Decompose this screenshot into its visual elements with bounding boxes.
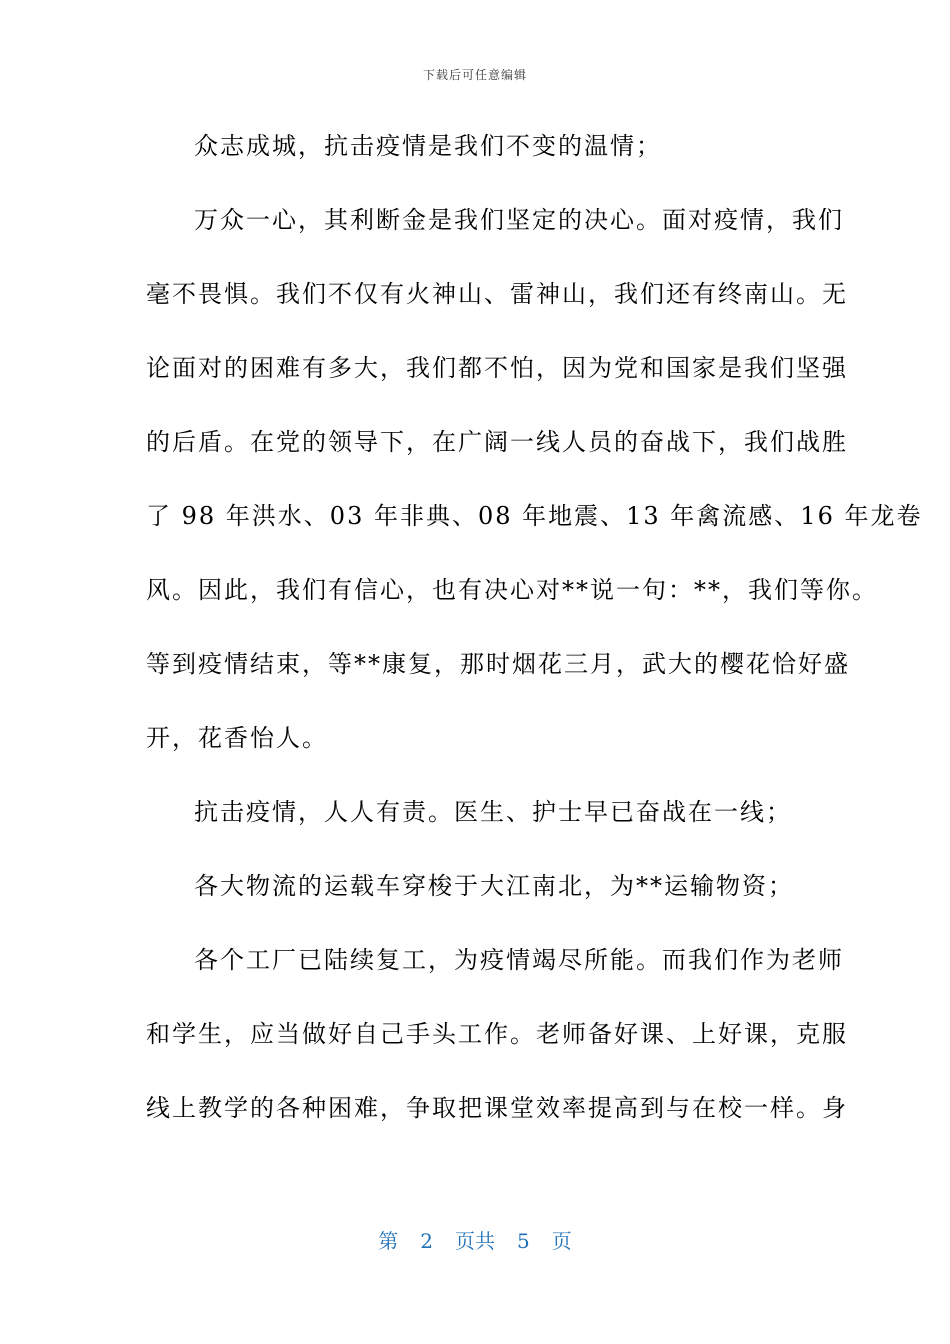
paragraph-line: 万众一心，其利断金是我们坚定的决心。面对疫情，我们 xyxy=(194,206,844,234)
paragraph-line: 线上教学的各种困难，争取把课堂效率提高到与在校一样。身 xyxy=(146,1094,848,1122)
paragraph-line: 各大物流的运载车穿梭于大江南北，为**运输物资； xyxy=(194,872,794,900)
paragraph-line: 开，花香怡人。 xyxy=(146,724,328,752)
paragraph-line: 抗击疫情，人人有责。医生、护士早已奋战在一线； xyxy=(194,798,792,826)
paragraph-line: 和学生，应当做好自己手头工作。老师备好课、上好课，克服 xyxy=(146,1020,848,1048)
paragraph-line: 毫不畏惧。我们不仅有火神山、雷神山，我们还有终南山。无 xyxy=(146,280,848,308)
paragraph-line: 论面对的困难有多大，我们都不怕，因为党和国家是我们坚强 xyxy=(146,354,848,382)
paragraph-line: 了 98 年洪水、03 年非典、08 年地震、13 年禽流感、16 年龙卷 xyxy=(146,502,923,530)
body-text xyxy=(146,124,923,1160)
paragraph-line: 的后盾。在党的领导下，在广阔一线人员的奋战下，我们战胜 xyxy=(146,428,848,456)
paragraph-line: 风。因此，我们有信心，也有决心对**说一句：**，我们等你。 xyxy=(146,576,878,604)
footer-prefix: 第 xyxy=(378,1229,399,1253)
footer-current-page: 2 xyxy=(420,1229,433,1253)
paragraph-line: 各个工厂已陆续复工，为疫情竭尽所能。而我们作为老师 xyxy=(194,946,844,974)
header-note: 下载后可任意编辑 xyxy=(422,68,527,82)
footer-middle: 页共 xyxy=(455,1229,495,1253)
footer-suffix: 页 xyxy=(551,1229,572,1253)
paragraph-line: 众志成城，抗击疫情是我们不变的温情； xyxy=(194,132,662,160)
paragraph-line: 等到疫情结束，等**康复，那时烟花三月，武大的樱花恰好盛 xyxy=(146,650,850,678)
page-number-footer xyxy=(0,1225,950,1254)
footer-total-pages: 5 xyxy=(517,1229,530,1253)
